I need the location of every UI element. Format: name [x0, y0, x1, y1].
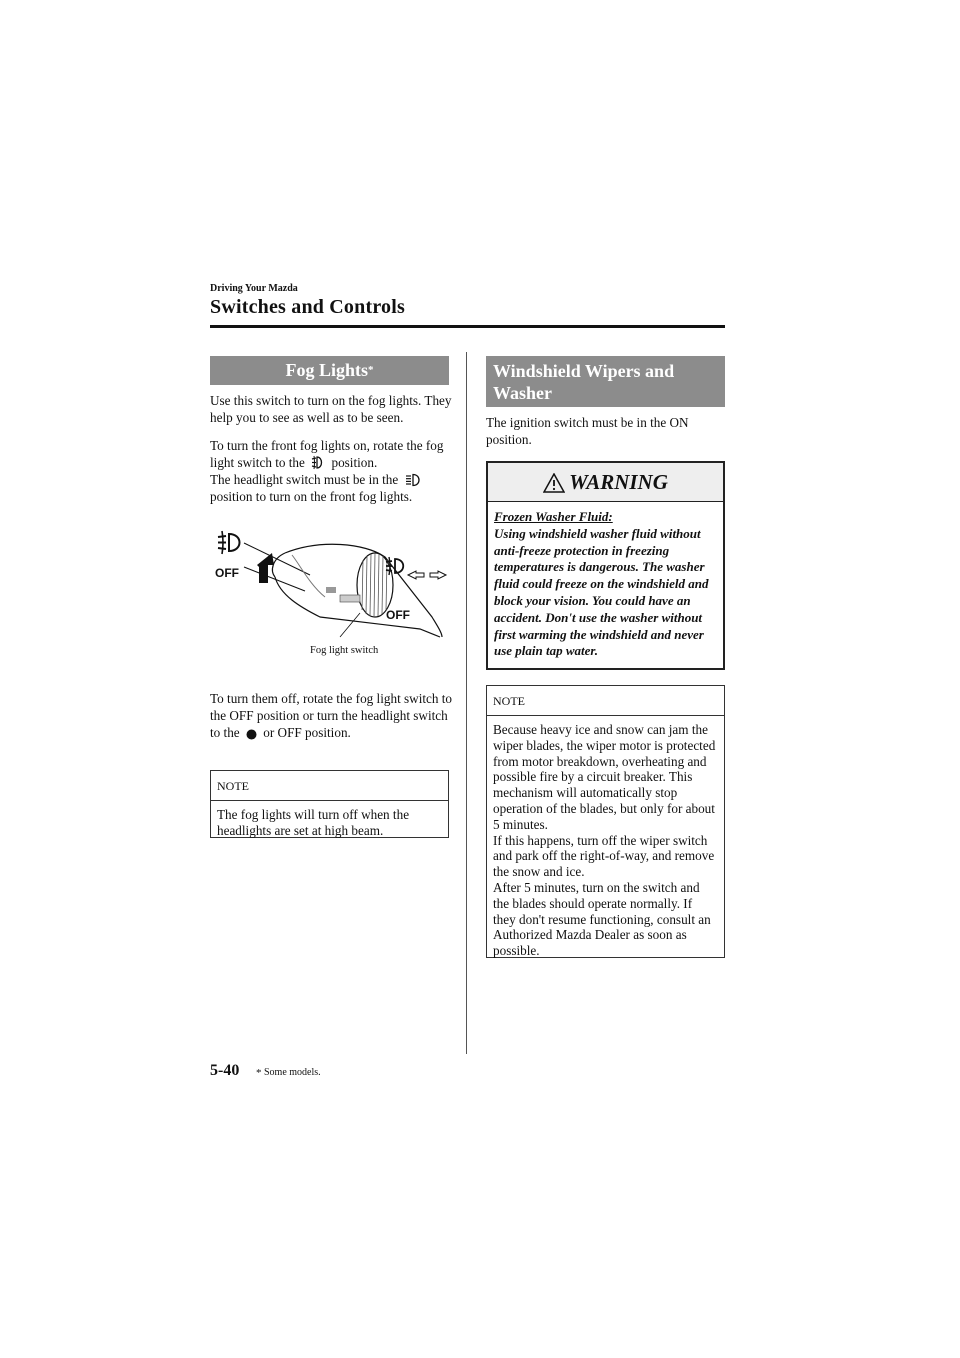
warning-body: [488, 502, 723, 660]
chapter-title: Switches and Controls: [210, 296, 405, 318]
warning-title: WARNING: [569, 470, 668, 494]
warning-triangle-icon: [543, 473, 565, 493]
fog-lights-heading: [210, 356, 449, 385]
fog-light-icon: [218, 531, 240, 554]
column-divider: [466, 352, 467, 1054]
figure-caption: Fog light switch: [310, 645, 379, 656]
fog-lights-title: Fog Lights: [285, 360, 368, 380]
section-label: Driving Your Mazda: [210, 283, 298, 294]
fog-intro: Use this switch to turn on the fog lights. They help you to see as well as to be seen.: [210, 393, 452, 425]
fog-instr-d: position to turn on the front fog lights.: [210, 489, 413, 504]
fog-light-icon: [311, 455, 325, 470]
wiper-intro: The ignition switch must be in the ON position.: [486, 415, 689, 447]
off-label-left: OFF: [215, 566, 239, 580]
fog-instructions: [210, 437, 455, 505]
fog-instr-a: To turn the front fog lights on, rotate the fog light switch to the: [210, 438, 444, 470]
footnote: [256, 1067, 321, 1079]
fog-off-instructions: [210, 690, 455, 741]
note-paragraph-2: If this happens, turn off the wiper switch and park off the right-of-way, and remove the snow and ice.: [493, 832, 715, 880]
warning-header: [488, 463, 723, 502]
some-models-mark: *: [368, 364, 374, 376]
fog-instr-c: The headlight switch must be in the: [210, 472, 399, 487]
header-rule: [210, 325, 725, 328]
wiper-note-box: [486, 685, 725, 958]
fog-off-b: or OFF position.: [263, 725, 351, 740]
note-paragraph-1: Because heavy ice and snow can jam the wiper blades, the wiper motor is protected from motor breakdown, overheating and possible fire by a circuit breaker. This mechanism will automatically stop operation of the blades, but only for about 5 minutes.: [493, 722, 716, 832]
note-body: [487, 716, 724, 965]
note-paragraph-3: After 5 minutes, turn on the switch and the blades should operate normally. If they don't resume functioning, consult an Authorized Mazda Dealer as soon as possible.: [493, 879, 711, 959]
headlight-icon: [405, 473, 423, 487]
fog-off-a: To turn them off, rotate the fog light switch to the OFF position or turn the headlight switch to the: [210, 691, 453, 740]
warning-box: [486, 461, 725, 670]
wipers-heading: Windshield Wipers and Washer: [486, 356, 725, 407]
filled-circle-icon: [246, 729, 257, 740]
footnote-text: Some models.: [264, 1067, 321, 1078]
off-label-right: OFF: [386, 608, 410, 622]
footnote-mark: *: [256, 1067, 262, 1079]
warning-text: Using windshield washer fluid without anti-freeze protection in freezing temperatures is dangerous. The washer fluid could freeze on the windshield and block your vision. You could have an accident. Don't use the washer without first warming the windshield and never use plain tap water.: [494, 525, 709, 659]
fog-instr-b: position.: [331, 455, 378, 470]
note-body: The fog lights will turn off when the headlights are set at high beam.: [217, 807, 410, 838]
warning-subheading: Frozen Washer Fluid:: [494, 509, 613, 524]
page-number: 5-40: [210, 1062, 240, 1079]
note-heading: NOTE: [487, 686, 724, 716]
note-heading: NOTE: [211, 771, 448, 801]
fog-note-box: [210, 770, 449, 838]
fog-light-switch-illustration: [210, 525, 450, 660]
